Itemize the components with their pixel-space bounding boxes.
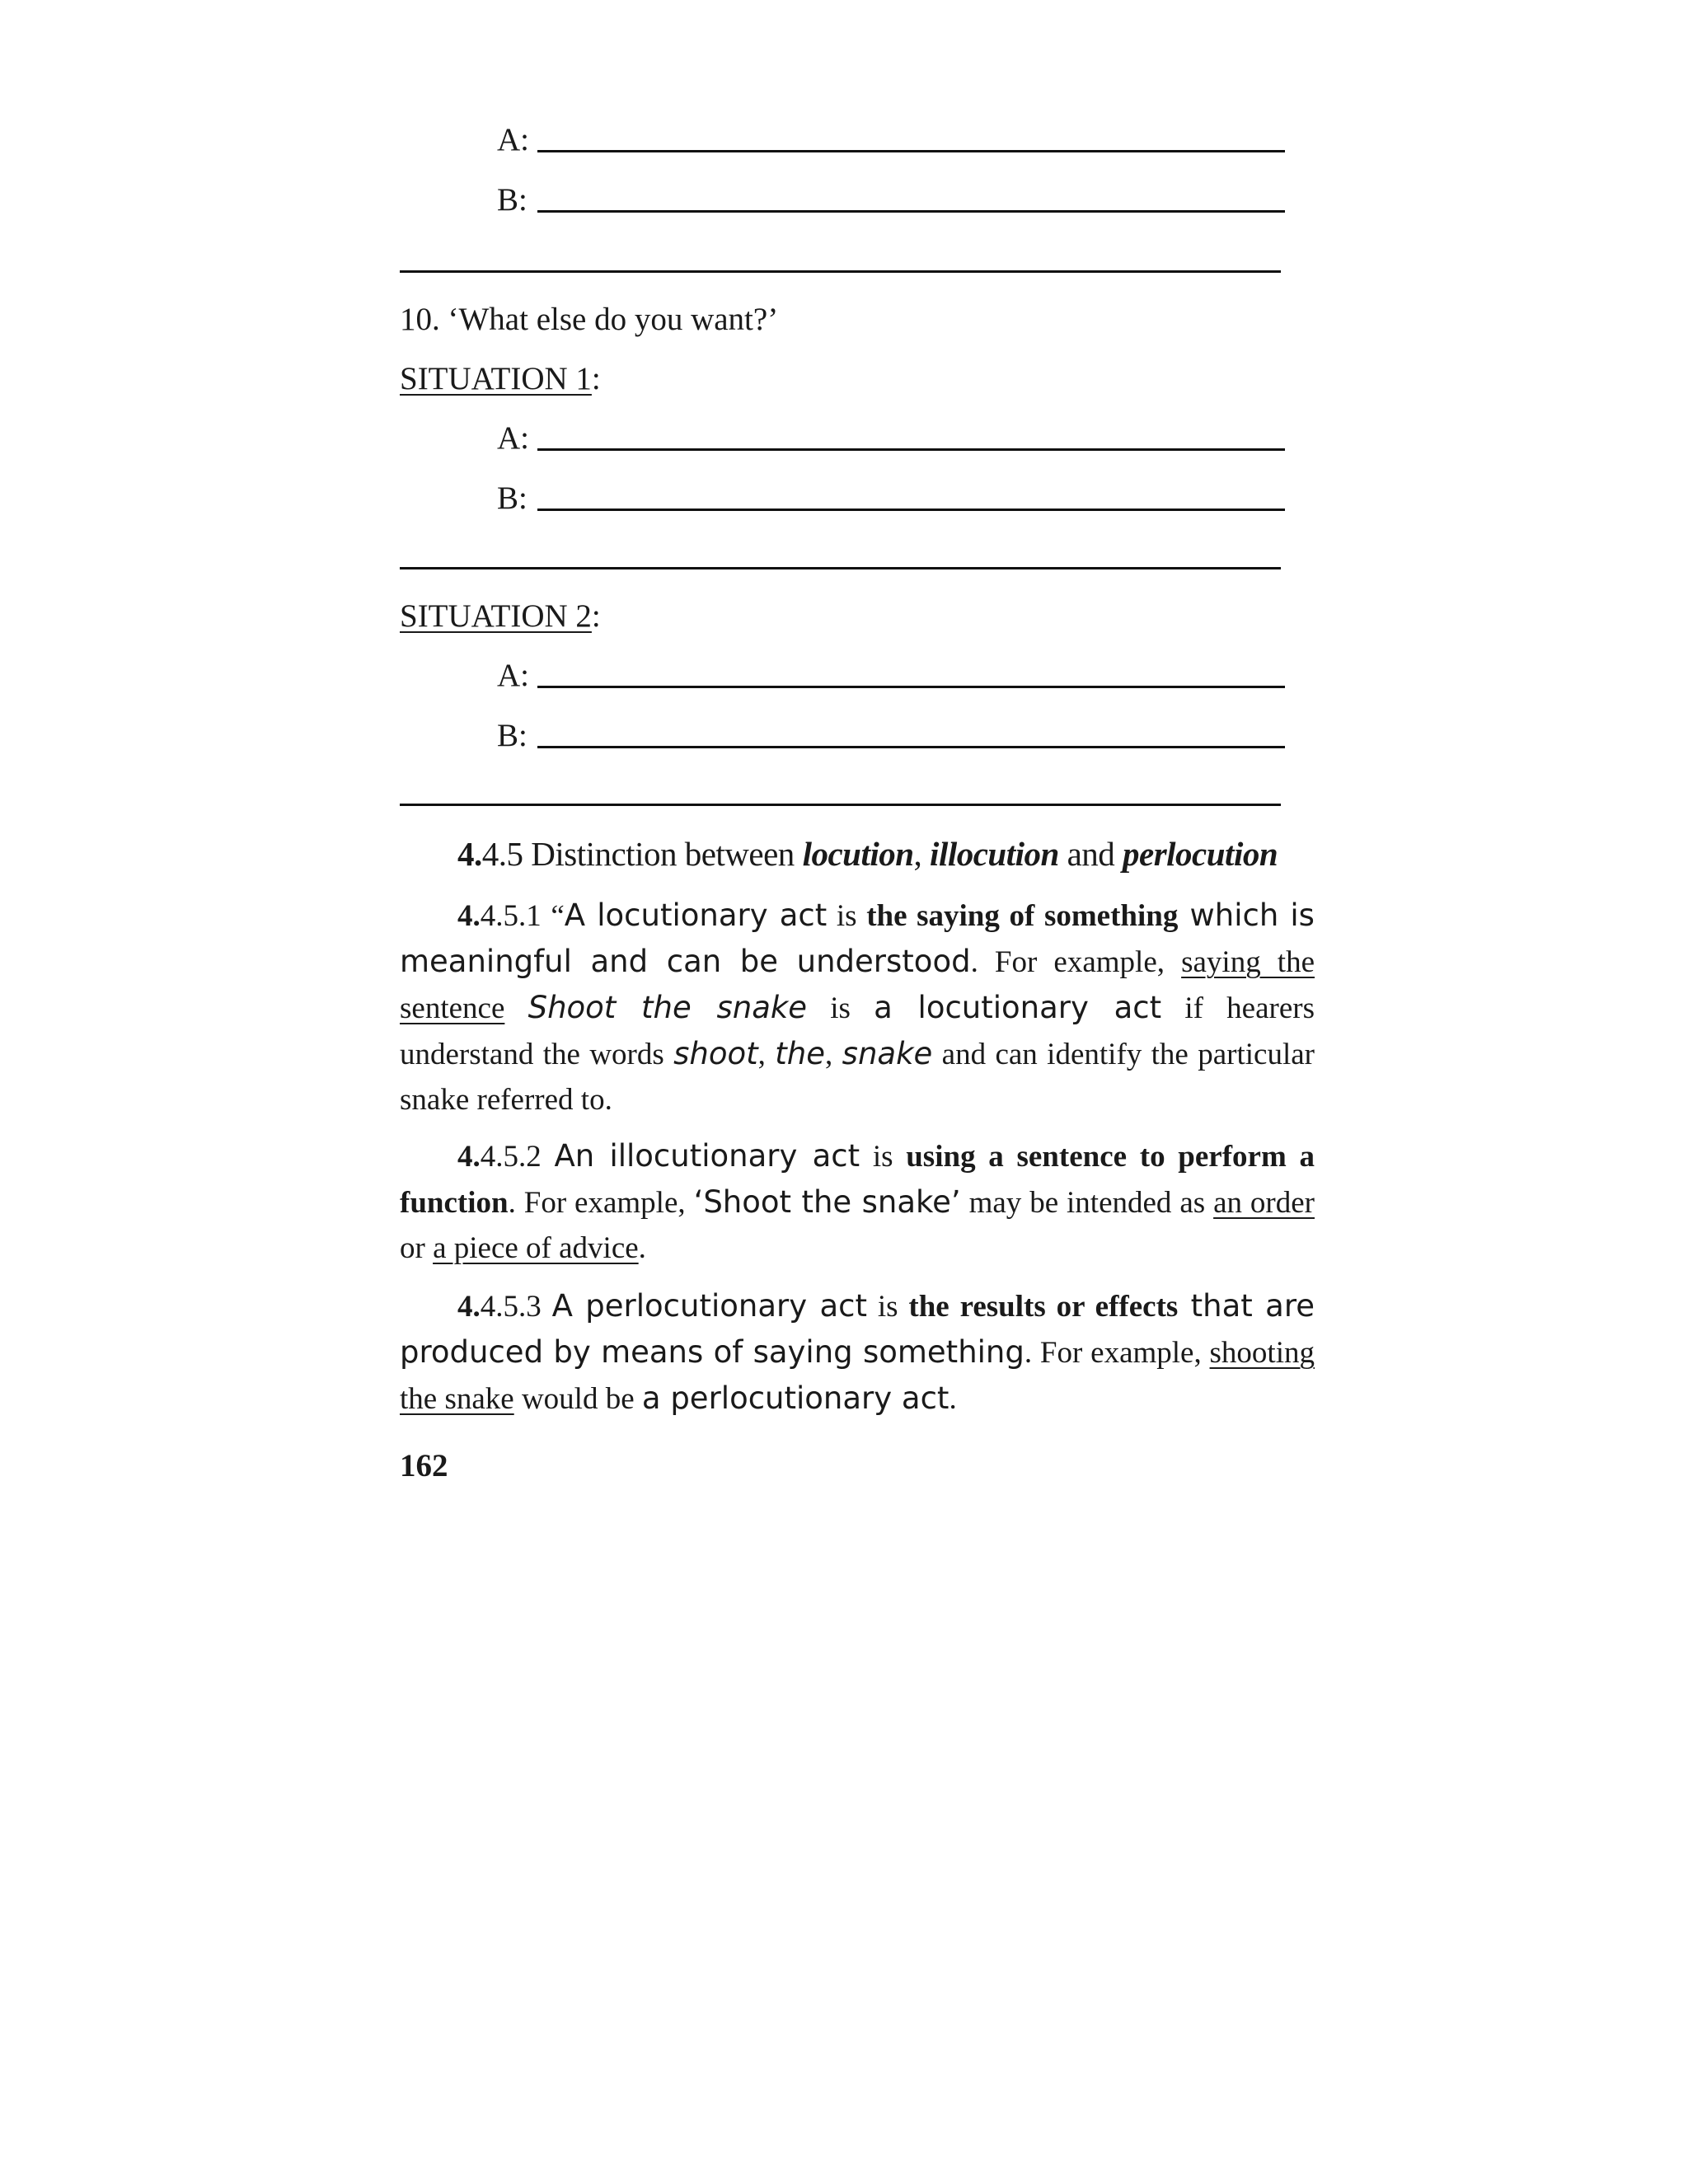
p1-example-intro: . For example, [970,945,1182,979]
question-text: ‘What else do you want?’ [448,302,779,337]
p1-is: is [807,991,874,1025]
paragraph-4-4-5-2 [400,1133,1315,1271]
paragraph-4-4-5-1 [400,893,1315,1122]
p1-word-shoot: shoot [673,1036,758,1071]
p2-text: may be intended as [960,1186,1214,1220]
p1-definition-rest: which is meaningful and can be understood [400,898,1315,979]
situation-2-label: SITUATION 2 [400,598,592,634]
p2-definition: using a sentence to perform a function [400,1140,1315,1220]
p1-num-bold: 4. [457,899,481,933]
p2-num-bold: 4. [457,1140,481,1174]
term-illocution: illocution [930,835,1059,873]
p1-text-3: and can identify the particular snake referred to. [400,1038,1315,1117]
situation-2-a-label: A: [497,658,529,693]
question-number: 10. [400,302,440,337]
p2-illocutionary-act: An illocutionary act [554,1138,860,1174]
p2-shoot-the-snake: ‘Shoot the snake’ [693,1184,961,1220]
situation-2-line-b[interactable] [537,746,1285,748]
p3-perlocutionary-act: A perlocutionary act [551,1288,867,1324]
p3-shooting-the-snake: shooting the snake [400,1336,1315,1416]
term-perlocution: perlocution [1123,835,1278,873]
p3-definition-rest: that are produced by means of saying something [400,1288,1315,1370]
p1-shoot-the-snake: Shoot the snake [528,990,808,1025]
p2-an-order: an order [1213,1186,1315,1220]
p3-num-bold: 4. [457,1290,481,1324]
situation-1-colon: : [591,361,601,396]
answer-line-full[interactable] [400,270,1281,273]
situation-2-heading [400,600,601,632]
p1-a-locutionary-act: a locutionary act [874,990,1162,1025]
situation-1-label: SITUATION 1 [400,361,592,396]
p1-space [504,991,528,1025]
p3-is: is [867,1290,909,1324]
situation-1-line-a[interactable] [537,448,1285,451]
p1-num: 4.5.1 “ [480,899,565,933]
p3-example-intro: . For example, [1024,1336,1210,1370]
p3-period: . [949,1382,957,1416]
p3-a-perlocutionary-act: a perlocutionary act [641,1380,950,1416]
page-number: 162 [400,1448,448,1483]
section-comma: , [913,835,931,873]
p2-or: or [400,1231,434,1265]
p1-definition: the saying of something [866,899,1179,933]
p1-text: is [827,899,867,933]
p1-word-the: the [775,1036,826,1071]
p1-example-underline: saying the sentence [400,945,1315,1025]
answer-line-b[interactable] [537,210,1285,213]
p1-word-snake: snake [842,1036,933,1071]
p1-comma-1: , [757,1038,776,1071]
situation-2-colon: : [591,598,601,634]
answer-line-a[interactable] [537,150,1285,152]
paragraph-4-4-5-3 [400,1283,1315,1422]
section-number-bold: 4. [457,835,482,873]
situation-2-line-a[interactable] [537,686,1285,688]
dialogue-b-label: B: [497,182,528,218]
situation-2-b-label: B: [497,718,528,753]
section-and: and [1058,835,1123,873]
question-10 [400,303,778,335]
dialogue-a-label: A: [497,122,529,157]
section-heading [457,834,1278,874]
p1-text-2: if hearers understand the words [400,991,1315,1071]
situation-1-line-b[interactable] [537,509,1285,511]
p2-example-intro: . For example, [508,1186,694,1220]
p1-comma-2: , [825,1038,842,1071]
p3-num: 4.5.3 [480,1290,552,1324]
situation-1-b-label: B: [497,480,528,516]
section-title-text: 4.5 Distinction between [481,835,803,873]
p2-period: . [638,1231,646,1265]
p2-piece-of-advice: a piece of advice [433,1231,639,1265]
situation-1-heading [400,363,601,395]
p1-locutionary-act: A locutionary act [564,898,828,933]
p2-num: 4.5.2 [480,1140,555,1174]
situation-1-line-full[interactable] [400,567,1281,569]
term-locution: locution [802,835,914,873]
situation-1-a-label: A: [497,420,529,456]
p2-is: is [860,1140,907,1174]
p3-definition: the results or effects [908,1290,1179,1324]
situation-2-line-full[interactable] [400,804,1281,806]
p3-would-be: would be [513,1382,642,1416]
